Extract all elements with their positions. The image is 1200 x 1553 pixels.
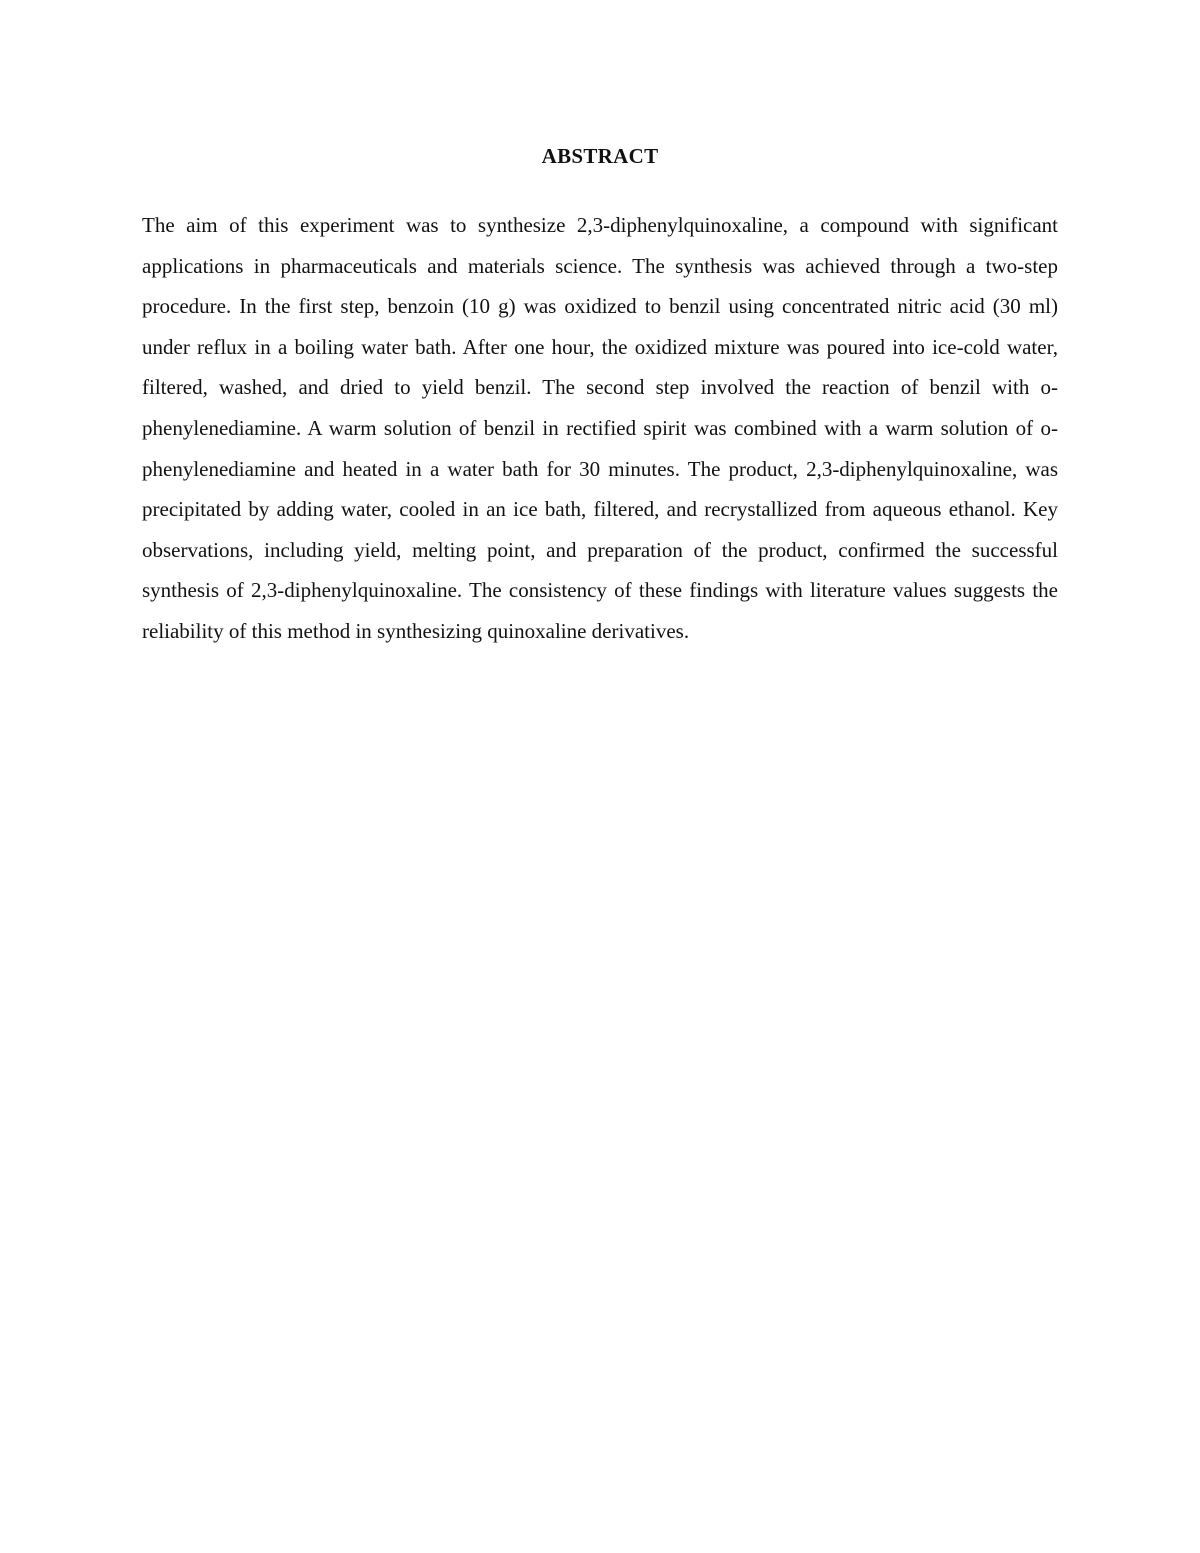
abstract-heading: ABSTRACT: [541, 144, 659, 168]
abstract-paragraph: The aim of this experiment was to synthesize 2,3-diphenylquinoxaline, a compound with significant applications in pharmaceuticals and materials science. The synthesis was achieved through a two-step procedure. In the first step, benzoin (10 g) was oxidized to benzil using concentrated nitric acid (30 ml) under reflux in a boiling water bath. After one hour, the oxidized mixture was poured into ice-cold water, filtered, washed, and dried to yield benzil. The second step involved the reaction of benzil with o-phenylenediamine. A warm solution of benzil in rectified spirit was combined with a warm solution of o-phenylenediamine and heated in a water bath for 30 minutes. The product, 2,3-diphenylquinoxaline, was precipitated by adding water, cooled in an ice bath, filtered, and recrystallized from aqueous ethanol. Key observations, including yield, melting point, and preparation of the product, confirmed the successful synthesis of 2,3-diphenylquinoxaline. The consistency of these findings with literature values suggests the reliability of this method in synthesizing quinoxaline derivatives.: [142, 213, 1058, 643]
